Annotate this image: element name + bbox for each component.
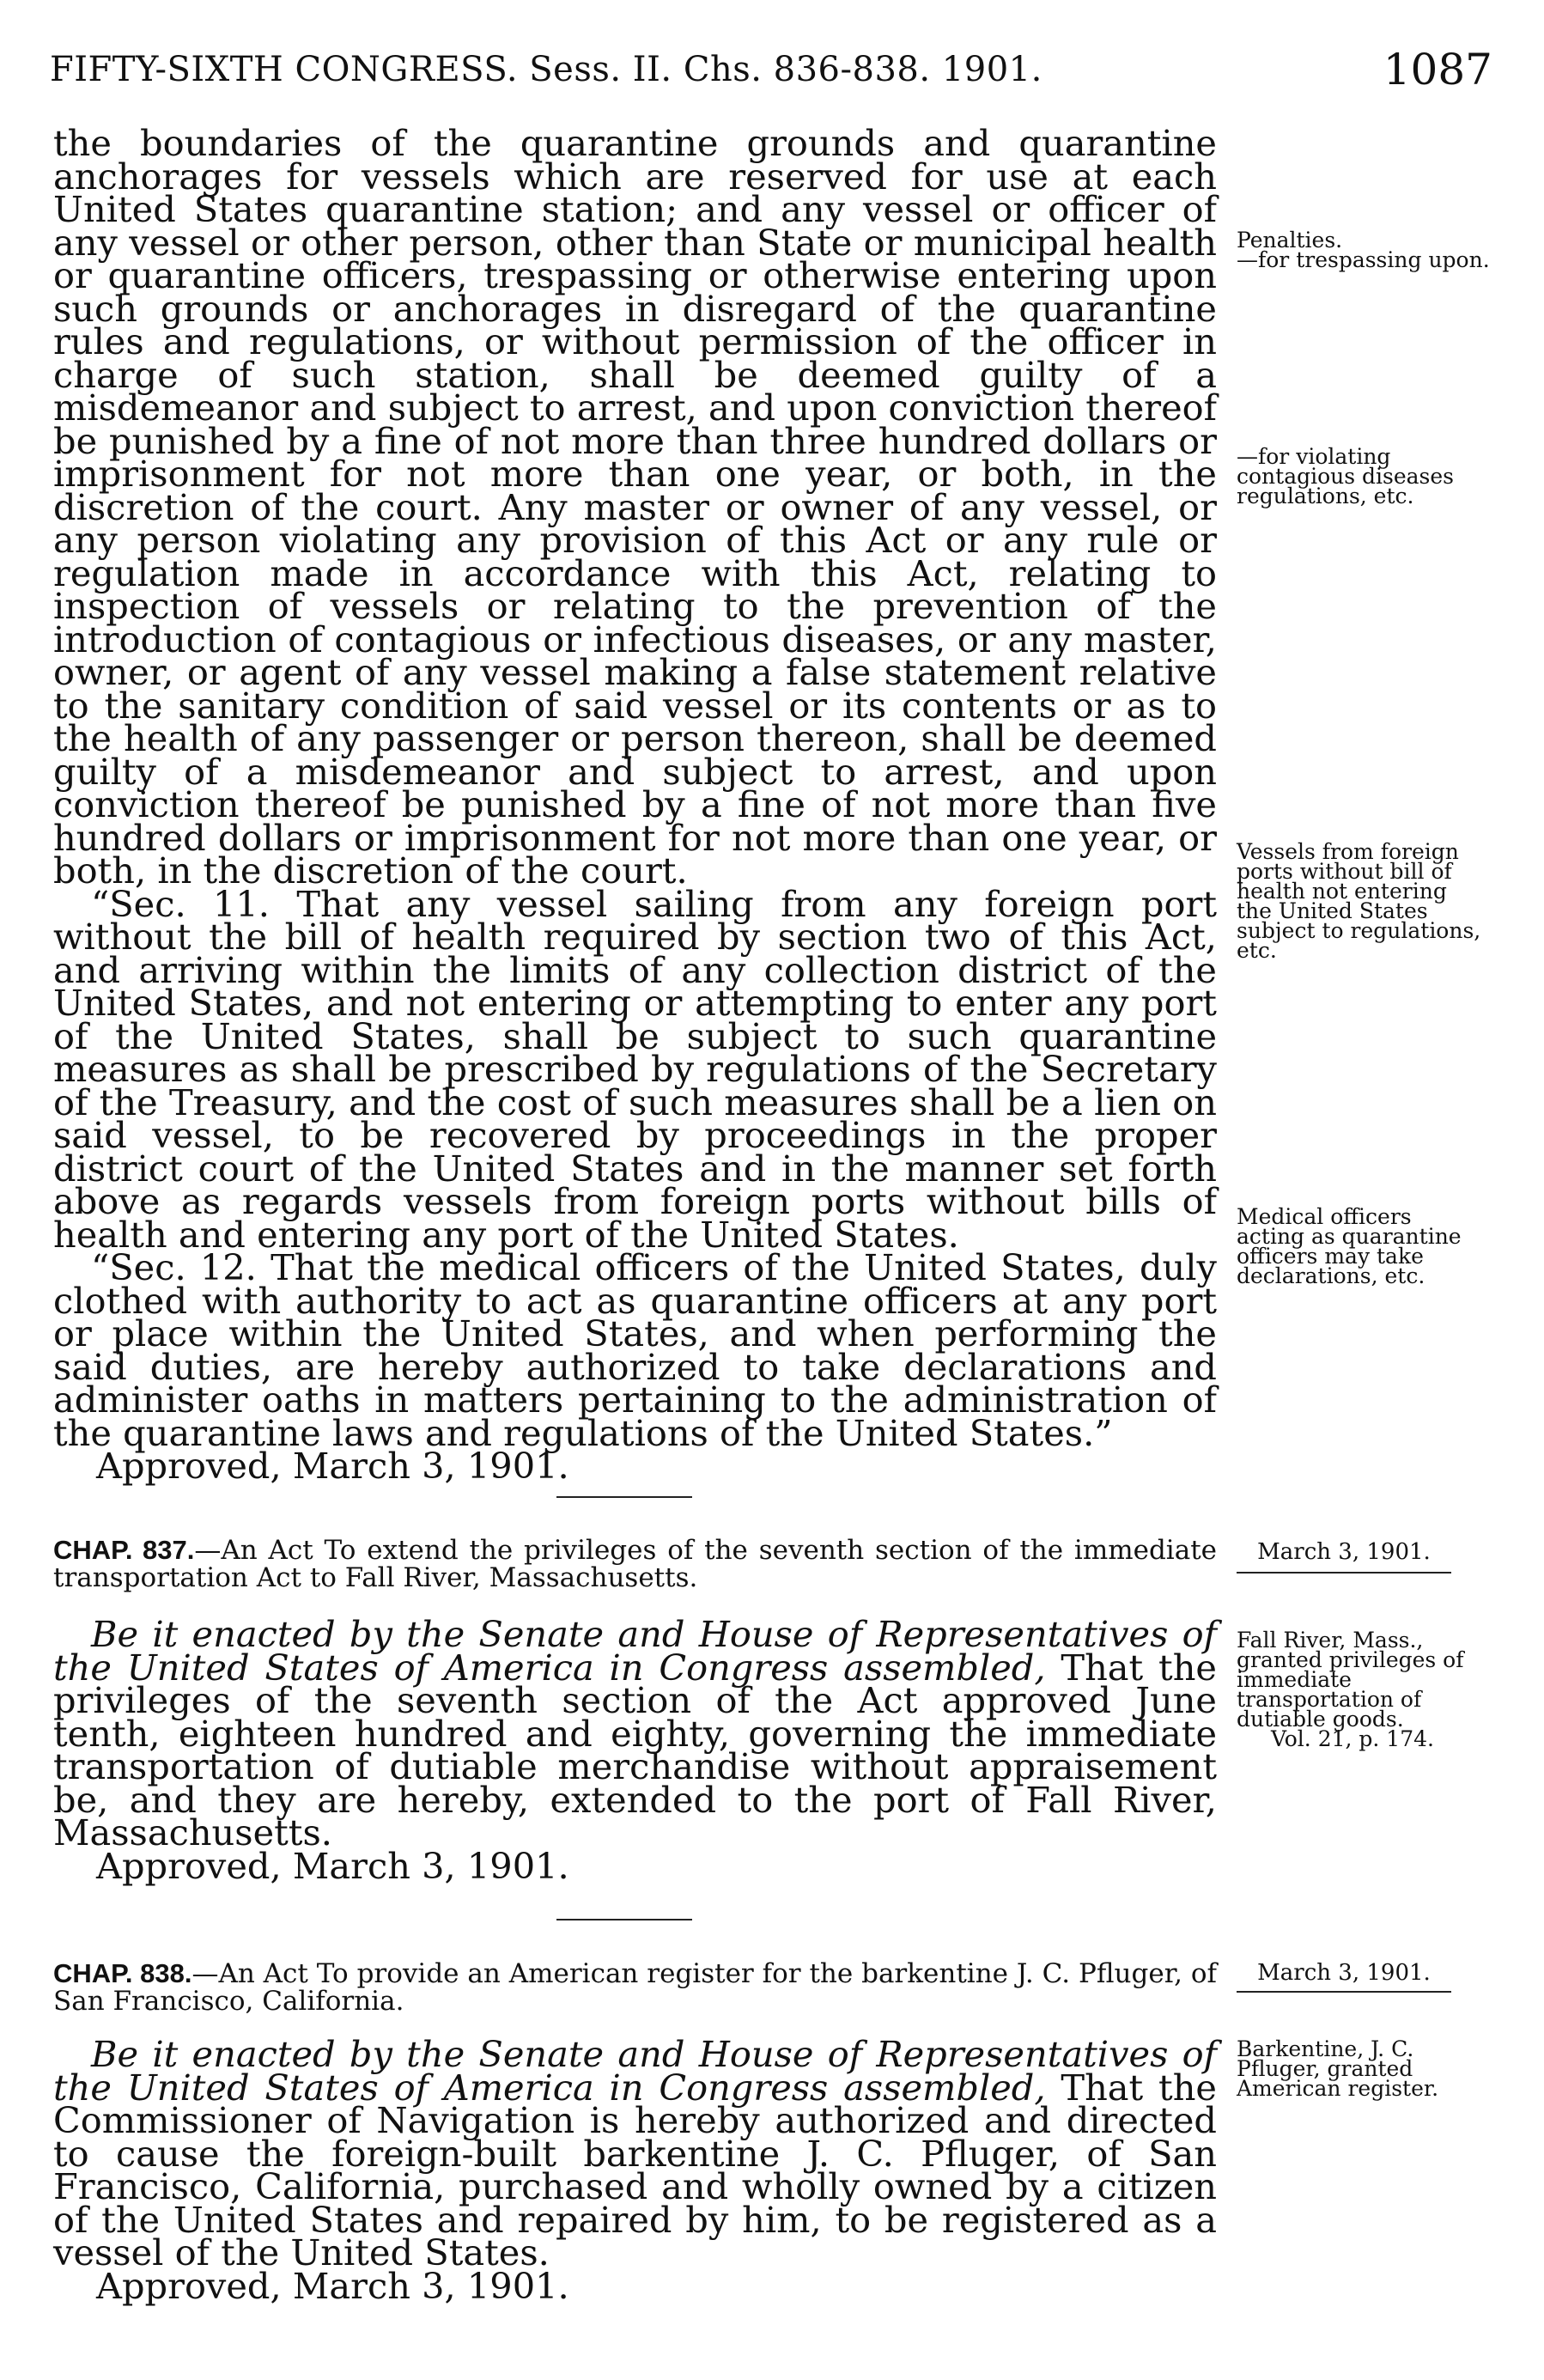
page-number: 1087 [1383,45,1492,94]
approved-837: Approved, March 3, 1901. [96,1844,569,1887]
chapter-837 [53,1537,1217,1592]
sidenote-medical-officers: Medical officers acting as quarantine officers may take declarations, etc. [1237,1204,1462,1288]
date-underline [1237,1572,1451,1573]
section-12: “Sec. 12. That the medical officers of the United States, duly clothed with authority to act as quarantine officers at any port or place within the United States, and when performing the said duties, are hereby authorized to take declarations and administer oaths in matters pertaining to the administration of the quarantine laws and regulations of the United States.” [53,1246,1217,1454]
chapter-838-label: CHAP. 838. [53,1958,192,1988]
sidenote-vol-ref: Vol. 21, p. 174. [1271,1726,1434,1751]
chapter-838-body [53,2033,1217,2307]
chapter-838-date: March 3, 1901. [1257,1960,1431,1986]
sidenote-vessels-foreign: Vessels from foreign ports without bill of health not entering the United States subject to regulations, etc. [1237,839,1481,963]
divider-rule [556,1919,692,1920]
section-11: “Sec. 11. That any vessel sailing from any foreign port without the bill of health required by section two of this Act, and arriving within the limits of any collection district of the United States, and not entering or attempting to enter any port of the United States, shall be subject to such quarantine measures as shall be prescribed by regulations of the Secretary of the Treasury, and the cost of such measures shall be a lien on said vessel, to be recovered by proceedings in the proper district court of the United States and in the manner set forth above as regards vessels from foreign ports without bills of health and entering any port of the United States. [53,882,1217,1256]
sidenote-fall-river [1237,1630,1486,1749]
chapter-837-provision: That the privileges of the seventh section of the Act approved June tenth, eighteen hundred and eighty, governing the immediate transportation of dutiable merchandise without appraisement be, and they are hereby, extended to the port of Fall River, Massachusetts. [53,1646,1217,1853]
chapter-838-provision: That the Commissioner of Navigation is hereby authorized and directed to cause the foreign-built barkentine J. C. Pfluger, of San Francisco, California, purchased and wholly owned by a citizen of the United States and repaired by him, to be registered as a vessel of the United States. [53,2066,1217,2273]
date-underline [1237,1991,1451,1993]
chapter-836-body [53,122,1217,1487]
chapter-838-heading [53,1960,1217,2015]
approved-838: Approved, March 3, 1901. [96,2264,569,2307]
page-header [50,45,1492,96]
sidenote-penalties [1237,230,1494,270]
enacting-clause-837: Be it enacted by the Senate and House of Representatives of the United States of America in Congress assembled, [53,1613,1217,1689]
chapter-838-text [53,2033,1217,2273]
running-title: FIFTY-SIXTH CONGRESS. Sess. II. Chs. 836-838. 1901. [50,50,1043,89]
divider-rule [556,1496,692,1498]
chapter-837-label: CHAP. 837. [53,1535,195,1565]
chapter-837-heading [53,1537,1217,1592]
chapter-838 [53,1960,1217,2015]
chapter-837-date: March 3, 1901. [1257,1539,1431,1565]
enacting-clause-838: Be it enacted by the Senate and House of Representatives of the United States of America in Congress assembled, [53,2033,1217,2109]
chapter-837-body [53,1613,1217,1887]
section-10-continuation: the boundaries of the quarantine grounds and quarantine anchorages for vessels which are reserved for use at each United States quarantine station; and any vessel or officer of any vessel or other person, other than State or municipal health or quarantine officers, trespassing or otherwise entering upon such grounds or anchorages in disregard of the quarantine rules and regulations, or without permission of the officer in charge of such station, shall be deemed guilty of a misdemeanor and subject to arrest, and upon conviction thereof be punished by a fine of not more than three hundred dollars or imprisonment for not more than one year, or both, in the discretion of the court. Any master or owner of any vessel, or any person violating any provision of this Act or any rule or regulation made in accordance with this Act, relating to inspection of vessels or relating to the prevention of the introduction of contagious or infectious diseases, or any master, owner, or agent of any vessel making a false statement relative to the sanitary condition of said vessel or its contents or as to the health of any passenger or person thereon, shall be deemed guilty of a misdemeanor and subject to arrest, and upon conviction thereof be punished by a fine of not more than five hundred dollars or imprisonment for not more than one year, or both, in the discretion of the court. [53,122,1217,892]
sidenote-violating: —for violating contagious diseases regulations, etc. [1237,444,1455,508]
approved-836: Approved, March 3, 1901. [96,1445,569,1487]
chapter-837-title: —An Act To extend the privileges of the seventh section of the immediate transportation Act to Fall River, Massachusetts. [53,1535,1218,1593]
sidenote-fall-river-text: Fall River, Mass., granted privileges of immediate transportation of dutiable goods. [1237,1628,1464,1732]
chapter-838-title: —An Act To provide an American register for the barkentine J. C. Pfluger, of San Francisco, California. [53,1958,1217,2017]
sidenote-barkentine: Barkentine, J. C. Pfluger, granted American register. [1237,2036,1439,2101]
sidenote-trespassing-text: —for trespassing upon. [1237,247,1490,272]
sidenote-penalties-text: Penalties. [1237,228,1343,253]
chapter-837-text [53,1613,1217,1853]
